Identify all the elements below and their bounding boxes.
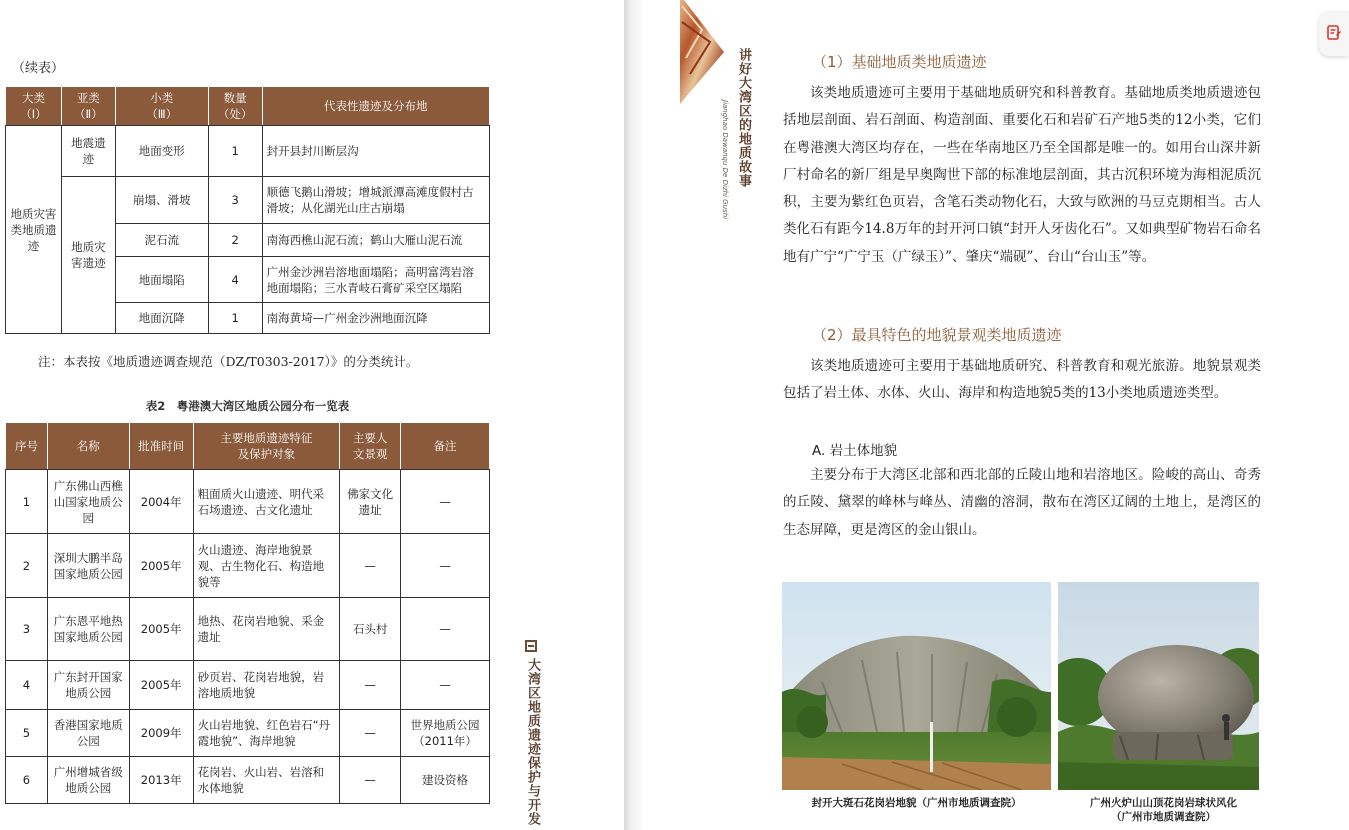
no-cell: 1 <box>6 470 48 534</box>
minor-cell: 地面塌陷 <box>115 257 208 303</box>
header-name: 名称 <box>47 423 129 470</box>
header-major: 大类 （Ⅰ） <box>6 87 62 126</box>
major-category-cell: 地质灾害类地质遗迹 <box>6 126 62 334</box>
minor-cell: 泥石流 <box>115 224 208 257</box>
no-cell: 2 <box>6 534 48 598</box>
geopark-table <box>5 422 490 804</box>
table-row <box>6 470 490 534</box>
header-year: 批准时间 <box>129 423 193 470</box>
table-header-row <box>6 87 490 126</box>
features-cell: 花岗岩、火山岩、岩溶和水体地貌 <box>193 757 340 804</box>
remark-cell: 世界地质公园（2011年） <box>401 710 490 757</box>
table-row <box>6 710 490 757</box>
year-cell: 2005年 <box>129 534 193 598</box>
chapter-side-tab <box>523 640 539 830</box>
no-cell: 4 <box>6 661 48 710</box>
name-cell: 广东佛山西樵山国家地质公园 <box>47 470 129 534</box>
features-cell: 火山遗迹、海岸地貌景观、古生物化石、构造地貌等 <box>193 534 340 598</box>
sub-category-cell: 地震遗迹 <box>61 126 115 177</box>
table-row <box>6 534 490 598</box>
sites-cell: 顺德飞鹅山滑坡；增城派潭高滩度假村古滑坡；从化湖光山庄古崩塌 <box>262 177 489 224</box>
name-cell: 深圳大鹏半岛国家地质公园 <box>47 534 129 598</box>
name-cell: 广东封开国家地质公园 <box>47 661 129 710</box>
remark-cell: 建设资格 <box>401 757 490 804</box>
photo2-caption-line1: 广州火炉山山顶花岗岩球状风化 <box>1090 797 1237 809</box>
no-cell: 6 <box>6 757 48 804</box>
table-row <box>6 177 490 224</box>
year-cell: 2013年 <box>129 757 193 804</box>
minor-cell: 地面变形 <box>115 126 208 177</box>
header-culture: 主要人 文景观 <box>340 423 401 470</box>
count-cell: 3 <box>208 177 262 224</box>
count-cell: 2 <box>208 224 262 257</box>
features-cell: 火山岩地貌、红色岩石“丹霞地貌”、海岸地貌 <box>193 710 340 757</box>
document-edit-icon <box>1327 25 1341 41</box>
subsection-a-paragraph: 主要分布于大湾区北部和西北部的丘陵山地和岩溶地区。险峻的高山、奇秀的丘陵、黛翠的峰林与峰丛、清幽的溶洞，散布在湾区辽阔的土地上，是湾区的生态屏障，更是湾区的金山银山。 <box>783 467 1261 538</box>
count-cell: 1 <box>208 126 262 177</box>
header-count: 数量 （处） <box>208 87 262 126</box>
remark-cell: — <box>401 470 490 534</box>
name-cell: 广东恩平地热国家地质公园 <box>47 598 129 661</box>
header-minor: 小类 （Ⅲ） <box>115 87 208 126</box>
table-row <box>6 598 490 661</box>
no-cell: 5 <box>6 710 48 757</box>
features-cell: 地热、花岗岩地貌、采金遗址 <box>193 598 340 661</box>
culture-cell: 佛家文化遗址 <box>340 470 401 534</box>
remark-cell: — <box>401 534 490 598</box>
book-vertical-subtitle: Jianghao Dawanqu De Dizhi Gushi <box>721 100 729 220</box>
section2-paragraph: 该类地质遗迹可主要用于基础地质研究、科普教育和观光旅游。地貌景观类包括了岩土体、水体、火山、海岸和构造地貌5类的13小类地质遗迹类型。 <box>783 358 1261 402</box>
floating-tool-button[interactable] <box>1319 12 1349 56</box>
photo2-caption-line2: （广州市地质调查院） <box>1111 811 1216 823</box>
header-remark: 备注 <box>401 423 490 470</box>
features-cell: 砂页岩、花岗岩地貌，岩溶地质地貌 <box>193 661 340 710</box>
section1-title: （1）基础地质类地质遗迹 <box>812 53 987 71</box>
continued-label: （续表） <box>12 61 65 76</box>
culture-cell: — <box>340 757 401 804</box>
sites-cell: 封开县封川断层沟 <box>262 126 489 177</box>
features-cell: 粗面质火山遗迹、明代采石场遗迹、古文化遗址 <box>193 470 340 534</box>
name-cell: 广州增城省级地质公园 <box>47 757 129 804</box>
sites-cell: 南海黄埼—广州金沙洲地面沉降 <box>262 303 489 334</box>
chapter-marker-icon <box>525 640 537 652</box>
right-page <box>642 0 1349 830</box>
year-cell: 2005年 <box>129 598 193 661</box>
page-fold <box>624 0 642 830</box>
minor-cell: 地面沉降 <box>115 303 208 334</box>
table-row <box>6 757 490 804</box>
year-cell: 2005年 <box>129 661 193 710</box>
table-row <box>6 126 490 177</box>
table-note: 注：本表按《地质遗迹调查规范（DZ/T0303-2017）》的分类统计。 <box>38 354 419 369</box>
no-cell: 3 <box>6 598 48 661</box>
geoheritage-classification-table <box>5 86 490 334</box>
section1-paragraph: 该类地质遗迹可主要用于基础地质研究和科普教育。基础地质类地质遗迹包括地层剖面、岩石剖面、构造剖面、重要化石和岩矿石产地5类的12小类，它们在粤港澳大湾区均存在，一些在华南地区乃至全国都是唯一的。如用台山深井新厂村命名的新厂组是早奥陶世下部的标准地层剖面，其古沉积环境为海相泥质沉积，主要为紫红色页岩，含笔石类动物化石，大致与欧洲的马豆克期相当。古人类化石有距今14.8万年的封开河口镇“封开人牙齿化石”。又如典型矿物岩石命名地有广宁“广宁玉（广绿玉）”、肇庆“端砚”、台山“台山玉”等。 <box>783 85 1261 265</box>
count-cell: 1 <box>208 303 262 334</box>
year-cell: 2009年 <box>129 710 193 757</box>
name-cell: 香港国家地质公园 <box>47 710 129 757</box>
header-no: 序号 <box>6 423 48 470</box>
culture-cell: — <box>340 534 401 598</box>
culture-cell: 石头村 <box>340 598 401 661</box>
table-row <box>6 661 490 710</box>
granite-dome-photo <box>782 582 1051 790</box>
section2-title: （2）最具特色的地貌景观类地质遗迹 <box>812 326 1062 344</box>
remark-cell: — <box>401 598 490 661</box>
boulder-photo <box>1058 582 1259 790</box>
header-sub: 亚类 （Ⅱ） <box>61 87 115 126</box>
canyon-corner-graphic <box>680 0 724 104</box>
book-vertical-title: 讲好大湾区的地质故事 <box>736 48 751 188</box>
header-features: 主要地质遗迹特征 及保护对象 <box>193 423 340 470</box>
table-header-row <box>6 423 490 470</box>
sub-category-cell: 地质灾害遗迹 <box>61 177 115 334</box>
subsection-a-title: A. 岩土体地貌 <box>812 443 898 459</box>
sites-cell: 南海西樵山泥石流；鹤山大雁山泥石流 <box>262 224 489 257</box>
year-cell: 2004年 <box>129 470 193 534</box>
remark-cell: — <box>401 661 490 710</box>
count-cell: 4 <box>208 257 262 303</box>
left-page <box>0 0 624 830</box>
photo2-caption <box>1058 796 1269 824</box>
culture-cell: — <box>340 710 401 757</box>
chapter-side-title: 大湾区地质遗迹保护与开发 <box>525 658 540 826</box>
sites-cell: 广州金沙洲岩溶地面塌陷；高明富湾岩溶地面塌陷；三水青岐石膏矿采空区塌陷 <box>262 257 489 303</box>
minor-cell: 崩塌、滑坡 <box>115 177 208 224</box>
header-sites: 代表性遗迹及分布地 <box>262 87 489 126</box>
photo1-caption: 封开大斑石花岗岩地貌（广州市地质调查院） <box>811 797 1022 809</box>
culture-cell: — <box>340 661 401 710</box>
table2-caption: 表2 粤港澳大湾区地质公园分布一览表 <box>145 399 350 413</box>
